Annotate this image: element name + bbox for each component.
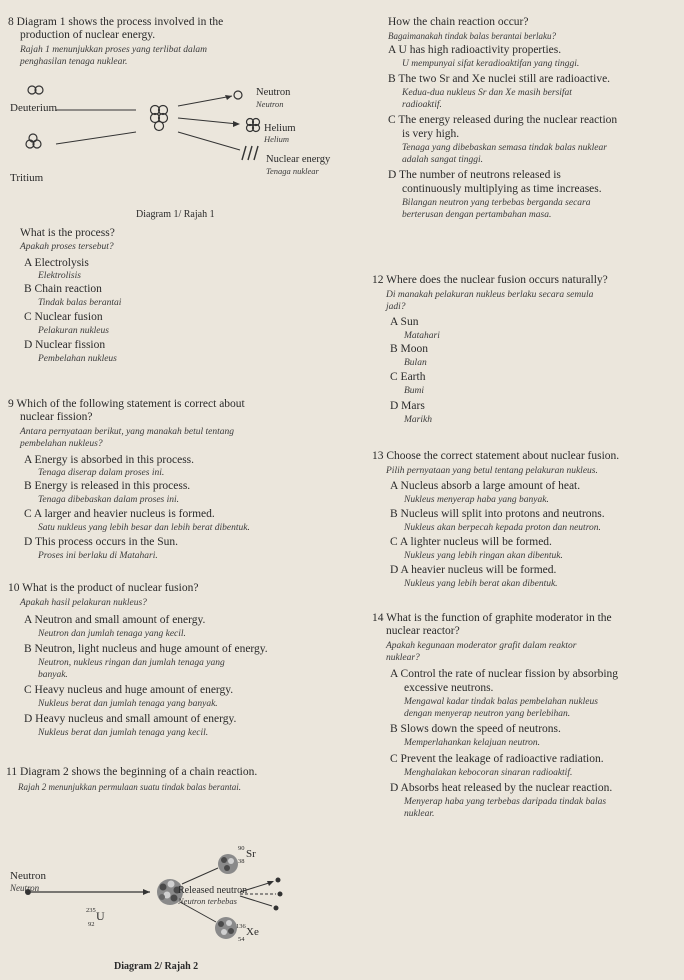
q9-stem-ms1: Antara pernyataan berikut, yang manakah betul tentang (20, 427, 234, 437)
neutron-label: Neutron (256, 87, 291, 98)
q12-option-d[interactable]: D Mars (390, 400, 425, 412)
q12-stem-ms2: jadi? (386, 302, 406, 312)
q14-option-c-ms: Menghalakan kebocoran sinaran radioaktif. (404, 768, 573, 778)
u-atomic-number: 92 (88, 921, 95, 928)
q12-option-a-ms: Matahari (404, 331, 440, 341)
energy-icon (242, 146, 258, 160)
q12-stem-ms1: Di manakah pelakuran nukleus berlaku secara semula (386, 290, 594, 300)
q14-option-a-line2: excessive neutrons. (404, 682, 494, 694)
q12-option-d-ms: Marikh (404, 415, 432, 425)
q10-option-b-ms: Neutron, nukleus ringan dan jumlah tenaga yang (38, 658, 225, 668)
q13-option-b-ms: Nukleus akan berpecah kepada proton dan neutron. (404, 523, 601, 533)
sr-mass-number: 90 (238, 845, 245, 852)
xe-atomic-number: 54 (238, 936, 245, 943)
q9-stem-line1: 9 Which of the following statement is correct about (8, 398, 245, 410)
q8-option-c-ms: Pelakuran nukleus (38, 326, 109, 336)
helium-nucleus-icon (247, 119, 260, 132)
helium-label: Helium (264, 123, 296, 134)
energy-label: Nuclear energy (266, 154, 331, 165)
q8-option-c[interactable]: C Nuclear fusion (24, 311, 103, 323)
released-neutron-icon (274, 906, 279, 911)
q8-option-d-ms: Pembelahan nukleus (38, 354, 117, 364)
q13-stem-ms: Pilih pernyataan yang betul tentang pelakuran nukleus. (386, 466, 598, 476)
q8-question-ms: Apakah proses tersebut? (20, 242, 114, 252)
q14-option-c[interactable]: C Prevent the leakage of radioactive radiation. (390, 753, 604, 765)
sr-atomic-number: 38 (238, 858, 245, 865)
q13-option-c-ms: Nukleus yang lebih ringan akan dibentuk. (404, 551, 563, 561)
neutron-label-ms: Neutron (256, 99, 284, 109)
q14-stem-ms2: nuklear? (386, 653, 420, 663)
q8-stem-line2: production of nuclear energy. (20, 29, 156, 41)
q11-option-b-ms2: radioaktif. (402, 100, 442, 110)
q9-option-d-ms: Proses ini berlaku di Matahari. (38, 551, 158, 561)
diagram-1 (10, 82, 342, 222)
q8-option-a-ms: Elektrolisis (38, 271, 81, 281)
q11-option-c-ms: Tenaga yang dibebaskan semasa tindak balas nuklear (402, 143, 607, 153)
q9-option-c[interactable]: C A larger and heavier nucleus is formed. (24, 508, 215, 520)
q11-option-c-line2: is very high. (402, 128, 460, 140)
neutron-label: Neutron (10, 870, 47, 882)
q14-option-d[interactable]: D Absorbs heat released by the nuclear reaction. (390, 782, 613, 794)
q9-option-c-ms: Satu nukleus yang lebih besar dan lebih berat dibentuk. (38, 523, 250, 533)
q14-option-d-ms: Menyerap haba yang terbebas daripada tindak balas (404, 797, 607, 807)
q8-option-d[interactable]: D Nuclear fission (24, 339, 106, 351)
helium-label-ms: Helium (264, 134, 290, 144)
q12-stem: 12 Where does the nuclear fusion occurs naturally? (372, 274, 608, 286)
q11-option-c-ms2: adalah sangat tinggi. (402, 155, 484, 165)
q11-option-b-ms: Kedua-dua nukleus Sr dan Xe masih bersifat (402, 88, 572, 98)
q12-option-b[interactable]: B Moon (390, 343, 429, 355)
q13-option-a[interactable]: A Nucleus absorb a large amount of heat. (390, 480, 581, 492)
q14-option-b[interactable]: B Slows down the speed of neutrons. (390, 723, 561, 735)
xenon-nucleus-icon (215, 917, 237, 939)
neutron-particle-icon (234, 91, 242, 99)
q14-option-a-ms: Mengawal kadar tindak balas pembelahan nukleus (404, 697, 598, 707)
q8-option-b-ms: Tindak balas berantai (38, 298, 122, 308)
q14-option-d-ms2: nuklear. (404, 809, 435, 819)
q11-stem: 11 Diagram 2 shows the beginning of a chain reaction. (6, 766, 258, 778)
q9-option-a-ms: Tenaga diserap dalam proses ini. (38, 468, 165, 478)
q10-option-d[interactable]: D Heavy nucleus and small amount of energy. (24, 713, 237, 725)
q11-option-d-ms2: berterusan dengan pertambahan masa. (402, 210, 552, 220)
released-neutron-icon (278, 892, 283, 897)
q10-stem-ms: Apakah hasil pelakuran nukleus? (20, 598, 147, 608)
q11-option-d-line2: continuously multiplying as time increases. (402, 183, 602, 195)
q9-option-a[interactable]: A Energy is absorbed in this process. (24, 454, 195, 466)
deuterium-label: Deuterium (10, 102, 58, 114)
q14-option-a-ms2: dengan menyerap neutron yang berlebihan. (404, 709, 571, 719)
fused-nucleus-icon (151, 106, 168, 131)
strontium-nucleus-icon (218, 854, 238, 874)
q11-question-ms: Bagaimanakah tindak balas berantai berlaku? (388, 31, 556, 41)
energy-label-ms: Tenaga nuklear (266, 166, 319, 176)
q12-option-c[interactable]: C Earth (390, 371, 426, 383)
q10-stem: 10 What is the product of nuclear fusion? (8, 582, 199, 594)
q13-option-b[interactable]: B Nucleus will split into protons and neutrons. (390, 508, 605, 520)
tritium-nucleus-icon (26, 134, 41, 148)
q10-option-a-ms: Neutron dan jumlah tenaga yang kecil. (38, 629, 186, 639)
q11-question: How the chain reaction occur? (388, 16, 529, 28)
q12-option-a[interactable]: A Sun (390, 316, 419, 328)
q13-option-d-ms: Nukleus yang lebih berat akan dibentuk. (404, 579, 558, 589)
q8-option-a[interactable]: A Electrolysis (24, 257, 89, 269)
q11-option-d-ms: Bilangan neutron yang terbebas berganda secara (402, 198, 591, 208)
q8-stem-line1: 8 Diagram 1 shows the process involved in the (8, 16, 224, 28)
q13-stem: 13 Choose the correct statement about nuclear fusion. (372, 450, 620, 462)
q14-stem-line2: nuclear reactor? (386, 625, 460, 637)
q11-option-c[interactable]: C The energy released during the nuclear reaction (388, 114, 618, 126)
released-neutron-label: Released neutron (178, 885, 248, 896)
q14-option-b-ms: Memperlahankan kelajuan neutron. (404, 738, 541, 748)
q9-stem-line2: nuclear fission? (20, 411, 93, 423)
q13-option-c[interactable]: C A lighter nucleus will be formed. (390, 536, 552, 548)
xe-symbol: Xe (246, 926, 259, 938)
q9-option-d[interactable]: D This process occurs in the Sun. (24, 536, 179, 548)
q8-question: What is the process? (20, 227, 115, 239)
released-neutron-label-ms: Neutron terbebas (178, 896, 237, 906)
diagram-1-svg (10, 82, 342, 222)
neutron-label-ms: Neutron (10, 883, 40, 893)
diagram-2 (10, 798, 330, 976)
q9-option-b[interactable]: B Energy is released in this process. (24, 480, 191, 492)
diagram-1-caption: Diagram 1/ Rajah 1 (136, 209, 215, 220)
diagram-2-caption: Diagram 2/ Rajah 2 (114, 961, 199, 972)
q10-option-b-ms2: banyak. (38, 670, 68, 680)
q11-stem-ms: Rajah 2 menunjukkan permulaan suatu tindak balas berantai. (18, 782, 241, 792)
q9-stem-ms2: pembelahan nukleus? (20, 439, 103, 449)
q11-option-d[interactable]: D The number of neutrons released is (388, 169, 561, 181)
q8-stem-ms2: penghasilan tenaga nuklear. (20, 57, 128, 67)
q13-option-d[interactable]: D A heavier nucleus will be formed. (390, 564, 557, 576)
u-mass-number: 235 (86, 907, 96, 914)
q13-option-a-ms: Nukleus menyerap haba yang banyak. (404, 495, 549, 505)
q10-option-b[interactable]: B Neutron, light nucleus and huge amount of energy. (24, 643, 268, 655)
xe-mass-number: 136 (236, 923, 246, 930)
q10-option-a[interactable]: A Neutron and small amount of energy. (24, 614, 206, 626)
q11-option-a[interactable]: A U has high radioactivity properties. (388, 44, 562, 56)
q14-stem-line1: 14 What is the function of graphite moderator in the (372, 612, 612, 624)
q12-option-c-ms: Bumi (404, 386, 425, 396)
q8-option-b[interactable]: B Chain reaction (24, 283, 102, 295)
diagram-2-svg (10, 798, 330, 948)
q11-option-a-ms: U mempunyai sifat keradioaktifan yang tinggi. (402, 59, 580, 69)
q10-option-c-ms: Nukleus berat dan jumlah tenaga yang banyak. (38, 699, 218, 709)
q14-option-a[interactable]: A Control the rate of nuclear fission by absorbing (390, 668, 619, 680)
q8-stem-ms1: Rajah 1 menunjukkan proses yang terlibat dalam (20, 45, 207, 55)
sr-symbol: Sr (246, 848, 256, 860)
q9-option-b-ms: Tenaga dibebaskan dalam proses ini. (38, 495, 180, 505)
q11-option-b[interactable]: B The two Sr and Xe nuclei still are radioactive. (388, 73, 611, 85)
q10-option-d-ms: Nukleus berat dan jumlah tenaga yang kecil. (38, 728, 209, 738)
q14-stem-ms1: Apakah kegunaan moderator grafit dalam reaktor (386, 641, 577, 651)
u-symbol: U (96, 909, 105, 923)
tritium-label: Tritium (10, 172, 44, 184)
released-neutron-icon (276, 878, 281, 883)
q10-option-c[interactable]: C Heavy nucleus and huge amount of energy. (24, 684, 234, 696)
deuterium-nucleus-icon (28, 86, 43, 94)
q12-option-b-ms: Bulan (404, 358, 427, 368)
